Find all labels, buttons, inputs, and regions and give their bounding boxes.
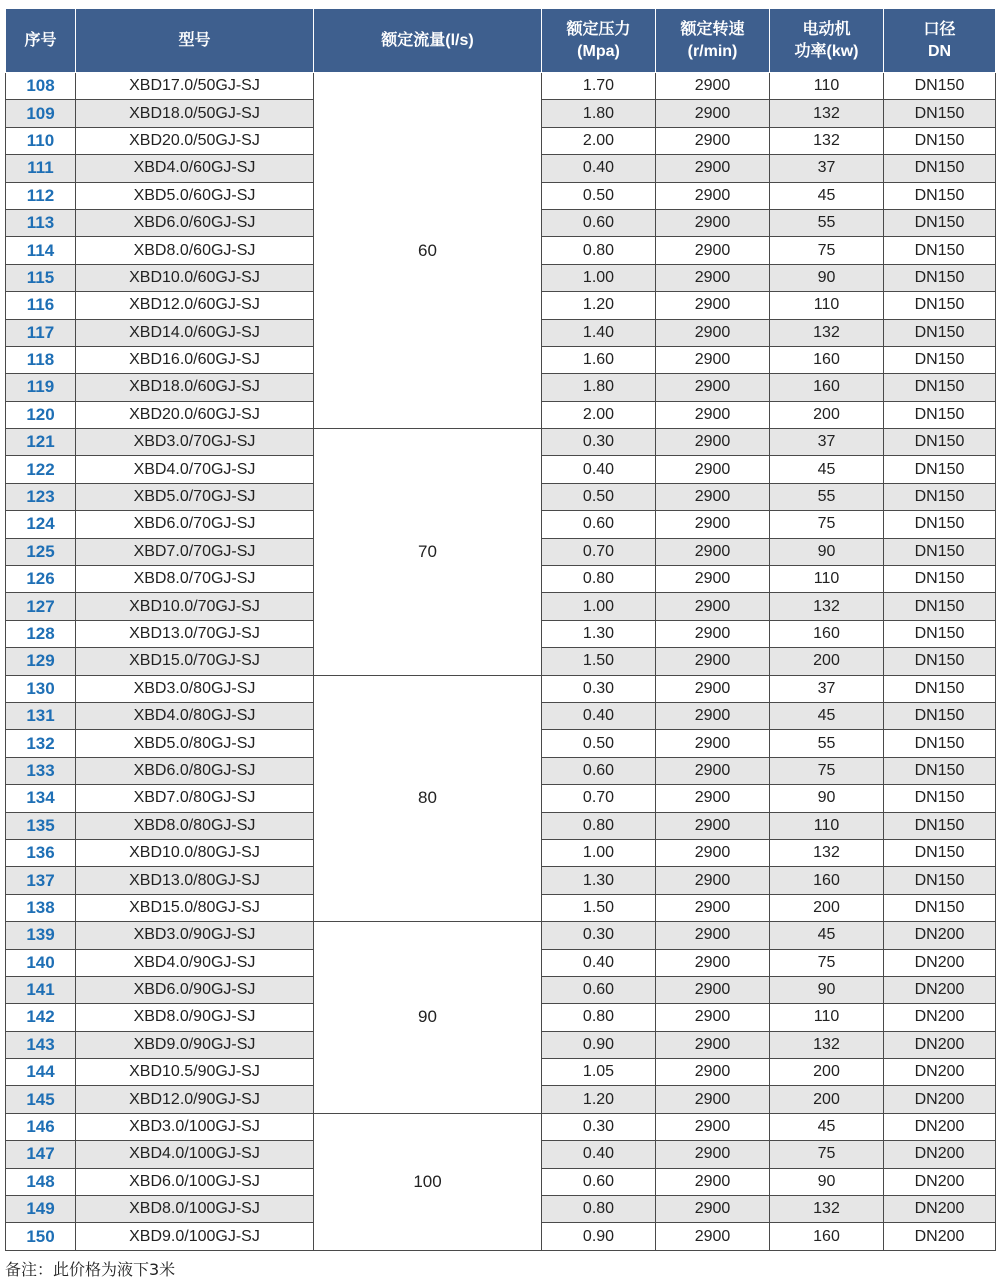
cell-model: XBD13.0/80GJ-SJ (76, 867, 314, 894)
cell-seq: 148 (6, 1168, 76, 1195)
header-flow: 额定流量(l/s) (314, 9, 542, 73)
cell-seq: 143 (6, 1031, 76, 1058)
cell-model: XBD5.0/80GJ-SJ (76, 730, 314, 757)
cell-power: 75 (770, 237, 884, 264)
cell-speed: 2900 (656, 182, 770, 209)
cell-speed: 2900 (656, 648, 770, 675)
cell-power: 45 (770, 922, 884, 949)
cell-pressure: 0.70 (542, 785, 656, 812)
cell-model: XBD6.0/90GJ-SJ (76, 976, 314, 1003)
cell-power: 200 (770, 894, 884, 921)
cell-power: 110 (770, 73, 884, 100)
cell-pressure: 0.80 (542, 566, 656, 593)
cell-diameter: DN150 (884, 401, 996, 428)
cell-power: 110 (770, 566, 884, 593)
cell-power: 132 (770, 319, 884, 346)
cell-pressure: 0.40 (542, 702, 656, 729)
header-pressure (542, 9, 656, 73)
cell-pressure: 0.60 (542, 511, 656, 538)
cell-diameter: DN150 (884, 73, 996, 100)
cell-diameter: DN150 (884, 839, 996, 866)
cell-power: 55 (770, 730, 884, 757)
cell-seq: 133 (6, 757, 76, 784)
cell-model: XBD7.0/70GJ-SJ (76, 538, 314, 565)
cell-pressure: 1.70 (542, 73, 656, 100)
table-row (6, 429, 996, 456)
cell-diameter: DN200 (884, 1004, 996, 1031)
header-row (6, 9, 996, 73)
cell-power: 75 (770, 511, 884, 538)
cell-diameter: DN200 (884, 1168, 996, 1195)
cell-diameter: DN150 (884, 429, 996, 456)
cell-power: 75 (770, 1141, 884, 1168)
cell-diameter: DN150 (884, 483, 996, 510)
cell-seq: 113 (6, 209, 76, 236)
table-row (6, 922, 996, 949)
cell-speed: 2900 (656, 127, 770, 154)
cell-speed: 2900 (656, 237, 770, 264)
cell-diameter: DN150 (884, 702, 996, 729)
cell-pressure: 0.70 (542, 538, 656, 565)
cell-power: 90 (770, 538, 884, 565)
cell-power: 160 (770, 374, 884, 401)
cell-model: XBD13.0/70GJ-SJ (76, 620, 314, 647)
cell-speed: 2900 (656, 949, 770, 976)
cell-model: XBD8.0/90GJ-SJ (76, 1004, 314, 1031)
cell-power: 110 (770, 812, 884, 839)
cell-diameter: DN150 (884, 648, 996, 675)
cell-seq: 118 (6, 346, 76, 373)
cell-power: 75 (770, 949, 884, 976)
cell-diameter: DN200 (884, 1196, 996, 1223)
cell-diameter: DN200 (884, 1141, 996, 1168)
cell-speed: 2900 (656, 675, 770, 702)
cell-power: 160 (770, 1223, 884, 1250)
table-body (6, 73, 996, 1251)
cell-model: XBD16.0/60GJ-SJ (76, 346, 314, 373)
cell-diameter: DN150 (884, 182, 996, 209)
cell-seq: 115 (6, 264, 76, 291)
cell-seq: 112 (6, 182, 76, 209)
cell-model: XBD3.0/100GJ-SJ (76, 1113, 314, 1140)
cell-model: XBD8.0/80GJ-SJ (76, 812, 314, 839)
cell-power: 45 (770, 702, 884, 729)
cell-speed: 2900 (656, 401, 770, 428)
cell-pressure: 0.60 (542, 976, 656, 1003)
cell-speed: 2900 (656, 730, 770, 757)
cell-diameter: DN150 (884, 100, 996, 127)
cell-seq: 120 (6, 401, 76, 428)
cell-pressure: 0.60 (542, 1168, 656, 1195)
cell-speed: 2900 (656, 867, 770, 894)
cell-pressure: 0.80 (542, 1004, 656, 1031)
cell-speed: 2900 (656, 319, 770, 346)
cell-seq: 119 (6, 374, 76, 401)
cell-pressure: 0.90 (542, 1223, 656, 1250)
cell-pressure: 0.80 (542, 237, 656, 264)
cell-diameter: DN150 (884, 264, 996, 291)
cell-seq: 136 (6, 839, 76, 866)
cell-seq: 111 (6, 155, 76, 182)
header-power-line1: 电动机 (802, 20, 851, 38)
cell-seq: 117 (6, 319, 76, 346)
cell-pressure: 0.90 (542, 1031, 656, 1058)
cell-pressure: 0.60 (542, 757, 656, 784)
cell-speed: 2900 (656, 1031, 770, 1058)
cell-pressure: 1.30 (542, 620, 656, 647)
cell-pressure: 1.80 (542, 100, 656, 127)
cell-model: XBD6.0/80GJ-SJ (76, 757, 314, 784)
cell-speed: 2900 (656, 292, 770, 319)
header-model: 型号 (76, 9, 314, 73)
cell-power: 200 (770, 401, 884, 428)
cell-model: XBD6.0/100GJ-SJ (76, 1168, 314, 1195)
table-row (6, 675, 996, 702)
cell-speed: 2900 (656, 1141, 770, 1168)
table-row (6, 1113, 996, 1140)
cell-model: XBD4.0/100GJ-SJ (76, 1141, 314, 1168)
cell-diameter: DN200 (884, 1113, 996, 1140)
cell-power: 37 (770, 155, 884, 182)
cell-pressure: 0.30 (542, 429, 656, 456)
cell-diameter: DN150 (884, 346, 996, 373)
cell-pressure: 1.00 (542, 839, 656, 866)
cell-pressure: 1.50 (542, 894, 656, 921)
cell-speed: 2900 (656, 1113, 770, 1140)
cell-power: 45 (770, 456, 884, 483)
cell-model: XBD20.0/50GJ-SJ (76, 127, 314, 154)
header-pressure-line1: 额定压力 (566, 20, 631, 38)
cell-speed: 2900 (656, 1059, 770, 1086)
cell-diameter: DN200 (884, 1059, 996, 1086)
cell-power: 45 (770, 182, 884, 209)
cell-seq: 128 (6, 620, 76, 647)
cell-speed: 2900 (656, 1168, 770, 1195)
cell-power: 37 (770, 429, 884, 456)
cell-pressure: 2.00 (542, 401, 656, 428)
cell-pressure: 1.00 (542, 264, 656, 291)
cell-speed: 2900 (656, 702, 770, 729)
cell-speed: 2900 (656, 812, 770, 839)
cell-speed: 2900 (656, 1086, 770, 1113)
header-power (770, 9, 884, 73)
cell-model: XBD8.0/100GJ-SJ (76, 1196, 314, 1223)
table-row (6, 73, 996, 100)
cell-power: 110 (770, 1004, 884, 1031)
cell-speed: 2900 (656, 209, 770, 236)
cell-pressure: 0.30 (542, 922, 656, 949)
header-diameter (884, 9, 996, 73)
cell-diameter: DN150 (884, 593, 996, 620)
cell-power: 160 (770, 346, 884, 373)
cell-flow: 100 (314, 1113, 542, 1250)
cell-power: 55 (770, 483, 884, 510)
cell-power: 132 (770, 1196, 884, 1223)
cell-model: XBD14.0/60GJ-SJ (76, 319, 314, 346)
cell-pressure: 0.40 (542, 155, 656, 182)
cell-model: XBD4.0/80GJ-SJ (76, 702, 314, 729)
cell-model: XBD6.0/70GJ-SJ (76, 511, 314, 538)
cell-model: XBD10.5/90GJ-SJ (76, 1059, 314, 1086)
cell-pressure: 0.50 (542, 182, 656, 209)
cell-power: 132 (770, 593, 884, 620)
cell-power: 160 (770, 620, 884, 647)
cell-flow: 60 (314, 73, 542, 429)
cell-power: 37 (770, 675, 884, 702)
cell-pressure: 0.40 (542, 456, 656, 483)
cell-diameter: DN200 (884, 949, 996, 976)
cell-speed: 2900 (656, 73, 770, 100)
cell-seq: 121 (6, 429, 76, 456)
cell-diameter: DN150 (884, 155, 996, 182)
cell-pressure: 1.20 (542, 292, 656, 319)
cell-model: XBD9.0/100GJ-SJ (76, 1223, 314, 1250)
cell-model: XBD12.0/90GJ-SJ (76, 1086, 314, 1113)
cell-seq: 150 (6, 1223, 76, 1250)
cell-power: 90 (770, 1168, 884, 1195)
cell-flow: 90 (314, 922, 542, 1114)
cell-seq: 132 (6, 730, 76, 757)
cell-model: XBD3.0/80GJ-SJ (76, 675, 314, 702)
cell-speed: 2900 (656, 593, 770, 620)
cell-diameter: DN200 (884, 1086, 996, 1113)
footnote: 备注：此价格为液下3米 (5, 1260, 176, 1279)
cell-model: XBD3.0/90GJ-SJ (76, 922, 314, 949)
cell-pressure: 1.30 (542, 867, 656, 894)
cell-pressure: 1.20 (542, 1086, 656, 1113)
cell-diameter: DN150 (884, 812, 996, 839)
cell-seq: 110 (6, 127, 76, 154)
cell-seq: 145 (6, 1086, 76, 1113)
cell-model: XBD10.0/60GJ-SJ (76, 264, 314, 291)
cell-diameter: DN150 (884, 675, 996, 702)
cell-seq: 129 (6, 648, 76, 675)
cell-speed: 2900 (656, 757, 770, 784)
cell-diameter: DN150 (884, 127, 996, 154)
cell-model: XBD10.0/80GJ-SJ (76, 839, 314, 866)
cell-power: 90 (770, 976, 884, 1003)
cell-power: 90 (770, 785, 884, 812)
cell-speed: 2900 (656, 100, 770, 127)
header-seq: 序号 (6, 9, 76, 73)
cell-model: XBD3.0/70GJ-SJ (76, 429, 314, 456)
cell-model: XBD15.0/70GJ-SJ (76, 648, 314, 675)
cell-model: XBD9.0/90GJ-SJ (76, 1031, 314, 1058)
cell-power: 200 (770, 1059, 884, 1086)
cell-model: XBD15.0/80GJ-SJ (76, 894, 314, 921)
cell-pressure: 1.60 (542, 346, 656, 373)
cell-seq: 138 (6, 894, 76, 921)
cell-seq: 125 (6, 538, 76, 565)
cell-pressure: 1.80 (542, 374, 656, 401)
cell-model: XBD18.0/50GJ-SJ (76, 100, 314, 127)
cell-power: 132 (770, 839, 884, 866)
cell-seq: 147 (6, 1141, 76, 1168)
cell-seq: 135 (6, 812, 76, 839)
cell-diameter: DN200 (884, 1031, 996, 1058)
cell-seq: 123 (6, 483, 76, 510)
cell-diameter: DN150 (884, 867, 996, 894)
cell-diameter: DN150 (884, 566, 996, 593)
header-diameter-line2: DN (927, 42, 952, 60)
header-speed (656, 9, 770, 73)
cell-seq: 124 (6, 511, 76, 538)
cell-speed: 2900 (656, 785, 770, 812)
cell-speed: 2900 (656, 894, 770, 921)
cell-model: XBD6.0/60GJ-SJ (76, 209, 314, 236)
cell-model: XBD4.0/70GJ-SJ (76, 456, 314, 483)
cell-diameter: DN150 (884, 894, 996, 921)
cell-seq: 137 (6, 867, 76, 894)
cell-pressure: 0.50 (542, 483, 656, 510)
cell-speed: 2900 (656, 429, 770, 456)
header-speed-line2: (r/min) (687, 42, 738, 60)
cell-seq: 131 (6, 702, 76, 729)
cell-power: 55 (770, 209, 884, 236)
cell-pressure: 0.30 (542, 675, 656, 702)
cell-diameter: DN150 (884, 538, 996, 565)
cell-pressure: 1.05 (542, 1059, 656, 1086)
cell-diameter: DN200 (884, 922, 996, 949)
cell-model: XBD4.0/90GJ-SJ (76, 949, 314, 976)
cell-seq: 108 (6, 73, 76, 100)
cell-pressure: 1.50 (542, 648, 656, 675)
cell-seq: 149 (6, 1196, 76, 1223)
cell-power: 132 (770, 127, 884, 154)
cell-model: XBD18.0/60GJ-SJ (76, 374, 314, 401)
cell-model: XBD4.0/60GJ-SJ (76, 155, 314, 182)
cell-seq: 126 (6, 566, 76, 593)
cell-pressure: 0.80 (542, 812, 656, 839)
cell-speed: 2900 (656, 374, 770, 401)
cell-pressure: 0.30 (542, 1113, 656, 1140)
cell-speed: 2900 (656, 976, 770, 1003)
cell-power: 90 (770, 264, 884, 291)
cell-seq: 134 (6, 785, 76, 812)
cell-speed: 2900 (656, 456, 770, 483)
cell-seq: 114 (6, 237, 76, 264)
cell-speed: 2900 (656, 264, 770, 291)
cell-flow: 70 (314, 429, 542, 676)
cell-pressure: 0.40 (542, 949, 656, 976)
cell-speed: 2900 (656, 922, 770, 949)
cell-seq: 140 (6, 949, 76, 976)
cell-model: XBD7.0/80GJ-SJ (76, 785, 314, 812)
cell-power: 132 (770, 1031, 884, 1058)
cell-diameter: DN150 (884, 785, 996, 812)
cell-speed: 2900 (656, 346, 770, 373)
header-diameter-line1: 口径 (923, 20, 956, 38)
cell-seq: 146 (6, 1113, 76, 1140)
cell-speed: 2900 (656, 1223, 770, 1250)
cell-seq: 109 (6, 100, 76, 127)
cell-power: 200 (770, 648, 884, 675)
cell-speed: 2900 (656, 566, 770, 593)
cell-speed: 2900 (656, 1004, 770, 1031)
cell-pressure: 0.60 (542, 209, 656, 236)
cell-model: XBD12.0/60GJ-SJ (76, 292, 314, 319)
header-pressure-line2: (Mpa) (577, 42, 620, 60)
cell-seq: 139 (6, 922, 76, 949)
cell-pressure: 0.40 (542, 1141, 656, 1168)
cell-speed: 2900 (656, 483, 770, 510)
cell-speed: 2900 (656, 620, 770, 647)
cell-model: XBD5.0/60GJ-SJ (76, 182, 314, 209)
cell-power: 75 (770, 757, 884, 784)
cell-speed: 2900 (656, 155, 770, 182)
cell-seq: 130 (6, 675, 76, 702)
cell-diameter: DN150 (884, 757, 996, 784)
cell-speed: 2900 (656, 1196, 770, 1223)
cell-speed: 2900 (656, 511, 770, 538)
cell-diameter: DN200 (884, 976, 996, 1003)
cell-seq: 122 (6, 456, 76, 483)
cell-diameter: DN150 (884, 374, 996, 401)
cell-diameter: DN150 (884, 237, 996, 264)
cell-power: 45 (770, 1113, 884, 1140)
cell-diameter: DN150 (884, 319, 996, 346)
cell-speed: 2900 (656, 538, 770, 565)
cell-power: 200 (770, 1086, 884, 1113)
cell-pressure: 0.50 (542, 730, 656, 757)
cell-model: XBD10.0/70GJ-SJ (76, 593, 314, 620)
cell-speed: 2900 (656, 839, 770, 866)
cell-seq: 141 (6, 976, 76, 1003)
cell-pressure: 0.80 (542, 1196, 656, 1223)
cell-seq: 142 (6, 1004, 76, 1031)
cell-model: XBD5.0/70GJ-SJ (76, 483, 314, 510)
cell-model: XBD17.0/50GJ-SJ (76, 73, 314, 100)
cell-diameter: DN150 (884, 456, 996, 483)
cell-diameter: DN200 (884, 1223, 996, 1250)
cell-diameter: DN150 (884, 730, 996, 757)
cell-power: 110 (770, 292, 884, 319)
cell-model: XBD8.0/60GJ-SJ (76, 237, 314, 264)
cell-seq: 116 (6, 292, 76, 319)
cell-pressure: 2.00 (542, 127, 656, 154)
header-power-line2: 功率(kw) (794, 42, 859, 60)
cell-diameter: DN150 (884, 620, 996, 647)
cell-power: 132 (770, 100, 884, 127)
cell-diameter: DN150 (884, 209, 996, 236)
cell-pressure: 1.40 (542, 319, 656, 346)
cell-seq: 127 (6, 593, 76, 620)
spec-table (5, 8, 996, 1251)
cell-model: XBD20.0/60GJ-SJ (76, 401, 314, 428)
cell-diameter: DN150 (884, 292, 996, 319)
cell-pressure: 1.00 (542, 593, 656, 620)
cell-model: XBD8.0/70GJ-SJ (76, 566, 314, 593)
header-speed-line1: 额定转速 (680, 20, 745, 38)
cell-seq: 144 (6, 1059, 76, 1086)
cell-flow: 80 (314, 675, 542, 922)
cell-power: 160 (770, 867, 884, 894)
cell-diameter: DN150 (884, 511, 996, 538)
